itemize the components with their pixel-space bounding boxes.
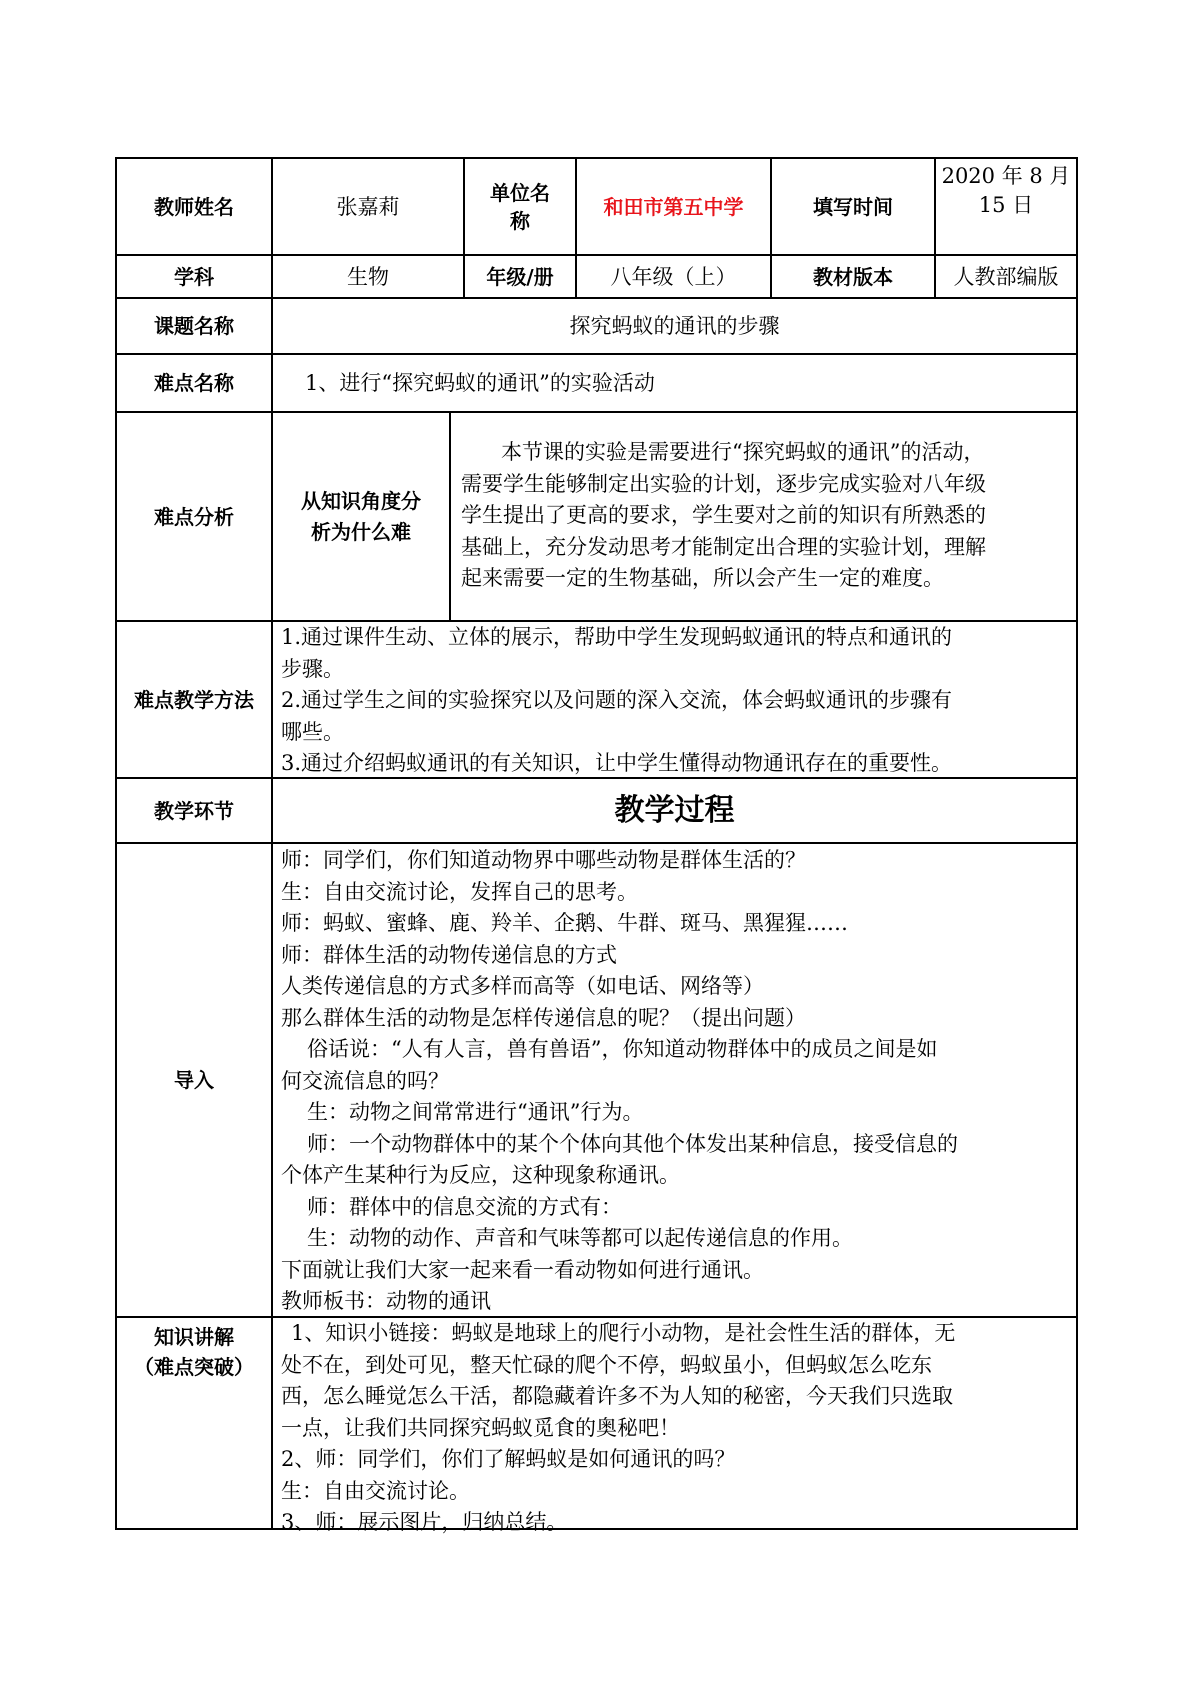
intro-line: 生：自由交流讨论，发挥自己的思考。 xyxy=(281,879,638,904)
analysis-line: 本节课的实验是需要进行“探究蚂蚁的通讯”的活动， xyxy=(501,440,985,464)
knowledge-line: 生：自由交流讨论。 xyxy=(281,1478,470,1503)
column-divider xyxy=(449,411,451,622)
knowledge-line: 1、知识小链接：蚂蚁是地球上的爬行小动物，是社会性生活的群体，无 xyxy=(291,1321,956,1345)
edition-label: 教材版本 xyxy=(813,264,893,289)
method-text xyxy=(281,622,1071,780)
intro-line: 人类传递信息的方式多样而高等（如电话、网络等） xyxy=(281,974,764,998)
fill-date-line2: 15 日 xyxy=(978,193,1034,217)
process-title: 教学过程 xyxy=(614,792,735,828)
analysis-sub-label-line2: 析为什么难 xyxy=(311,519,411,544)
border-right xyxy=(1076,157,1078,1530)
difficulty-value: 1、进行“探究蚂蚁的通讯”的实验活动 xyxy=(305,371,655,395)
knowledge-line: 处不在，到处可见，整天忙碌的爬个不停，蚂蚁虽小，但蚂蚁怎么吃东 xyxy=(281,1352,932,1377)
knowledge-line: 西，怎么睡觉怎么干活，都隐藏着许多不为人知的秘密，今天我们只选取 xyxy=(281,1384,953,1408)
intro-line: 生：动物的动作、声音和气味等都可以起传递信息的作用。 xyxy=(307,1226,853,1250)
unit-label-line1: 单位名 xyxy=(490,180,550,205)
topic-value: 探究蚂蚁的通讯的步骤 xyxy=(569,314,780,338)
intro-line: 师：同学们，你们知道动物界中哪些动物是群体生活的？ xyxy=(281,848,806,872)
intro-line: 个体产生某种行为反应，这种现象称通讯。 xyxy=(281,1163,680,1187)
method-line: 1.通过课件生动、立体的展示，帮助中学生发现蚂蚁通讯的特点和通讯的 xyxy=(281,625,953,649)
fill-date xyxy=(936,161,1076,221)
topic-label: 课题名称 xyxy=(154,314,234,338)
intro-line: 何交流信息的吗？ xyxy=(281,1068,449,1093)
knowledge-line: 一点，让我们共同探究蚂蚁觅食的奥秘吧！ xyxy=(281,1415,680,1440)
analysis-sub-label-line1: 从知识角度分 xyxy=(301,488,421,513)
fill-date-line1: 2020 年 8 月 xyxy=(941,164,1071,188)
teacher-name: 张嘉莉 xyxy=(336,194,400,219)
intro-line: 师：蚂蚁、蜜蜂、鹿、羚羊、企鹅、牛群、斑马、黑猩猩…… xyxy=(281,911,848,935)
intro-line: 生：动物之间常常进行“通讯”行为。 xyxy=(307,1100,644,1124)
knowledge-label-line2: （难点突破） xyxy=(134,1355,254,1379)
method-line: 步骤。 xyxy=(281,656,344,681)
intro-line: 师：一个动物群体中的某个个体向其他个体发出某种信息，接受信息的 xyxy=(307,1131,958,1156)
analysis-line: 学生提出了更高的要求，学生要对之前的知识有所熟悉的 xyxy=(461,503,986,527)
analysis-line: 起来需要一定的生物基础，所以会产生一定的难度。 xyxy=(461,566,944,590)
label-column-divider xyxy=(271,157,273,1530)
unit-name: 和田市第五中学 xyxy=(603,194,744,219)
unit-label-line2: 称 xyxy=(510,208,530,233)
date-label: 填写时间 xyxy=(813,194,893,219)
difficulty-label: 难点名称 xyxy=(154,371,234,395)
intro-line: 师：群体生活的动物传递信息的方式 xyxy=(281,942,617,967)
intro-line: 师：群体中的信息交流的方式有： xyxy=(307,1194,622,1219)
intro-line: 俗话说：“人有人言，兽有兽语”，你知道动物群体中的成员之间是如 xyxy=(307,1037,938,1061)
intro-text xyxy=(281,845,1071,1318)
knowledge-text xyxy=(281,1318,1071,1539)
analysis-line: 需要学生能够制定出实验的计划，逐步完成实验对八年级 xyxy=(461,471,986,496)
analysis-label: 难点分析 xyxy=(154,504,234,529)
unit-label xyxy=(465,159,575,254)
method-line: 3.通过介绍蚂蚁通讯的有关知识，让中学生懂得动物通讯存在的重要性。 xyxy=(281,751,953,775)
intro-line: 下面就让我们大家一起来看一看动物如何进行通讯。 xyxy=(281,1257,764,1282)
lesson-plan-table xyxy=(115,157,1078,1534)
edition-value: 人教部编版 xyxy=(953,264,1059,289)
subject-label: 学科 xyxy=(174,264,214,289)
knowledge-line: 3、师：展示图片，归纳总结。 xyxy=(281,1510,568,1534)
process-stage-label: 教学环节 xyxy=(154,798,234,823)
grade-label: 年级/册 xyxy=(486,264,554,289)
subject-value: 生物 xyxy=(347,264,389,289)
analysis-sub-label xyxy=(273,413,449,620)
knowledge-label xyxy=(117,1321,271,1383)
teacher-label: 教师姓名 xyxy=(154,194,234,219)
knowledge-label-line1: 知识讲解 xyxy=(154,1325,234,1349)
analysis-line: 基础上，充分发动思考才能制定出合理的实验计划，理解 xyxy=(461,534,986,559)
method-line: 哪些。 xyxy=(281,719,344,744)
knowledge-line: 2、师：同学们，你们了解蚂蚁是如何通讯的吗？ xyxy=(281,1447,736,1471)
intro-label: 导入 xyxy=(174,1068,214,1092)
analysis-text xyxy=(461,437,1069,595)
method-label: 难点教学方法 xyxy=(134,687,254,712)
intro-line: 那么群体生活的动物是怎样传递信息的呢？（提出问题） xyxy=(281,1005,806,1030)
method-line: 2.通过学生之间的实验探究以及问题的深入交流，体会蚂蚁通讯的步骤有 xyxy=(281,688,953,712)
grade-value: 八年级（上） xyxy=(610,264,737,289)
intro-line: 教师板书：动物的通讯 xyxy=(281,1289,491,1313)
